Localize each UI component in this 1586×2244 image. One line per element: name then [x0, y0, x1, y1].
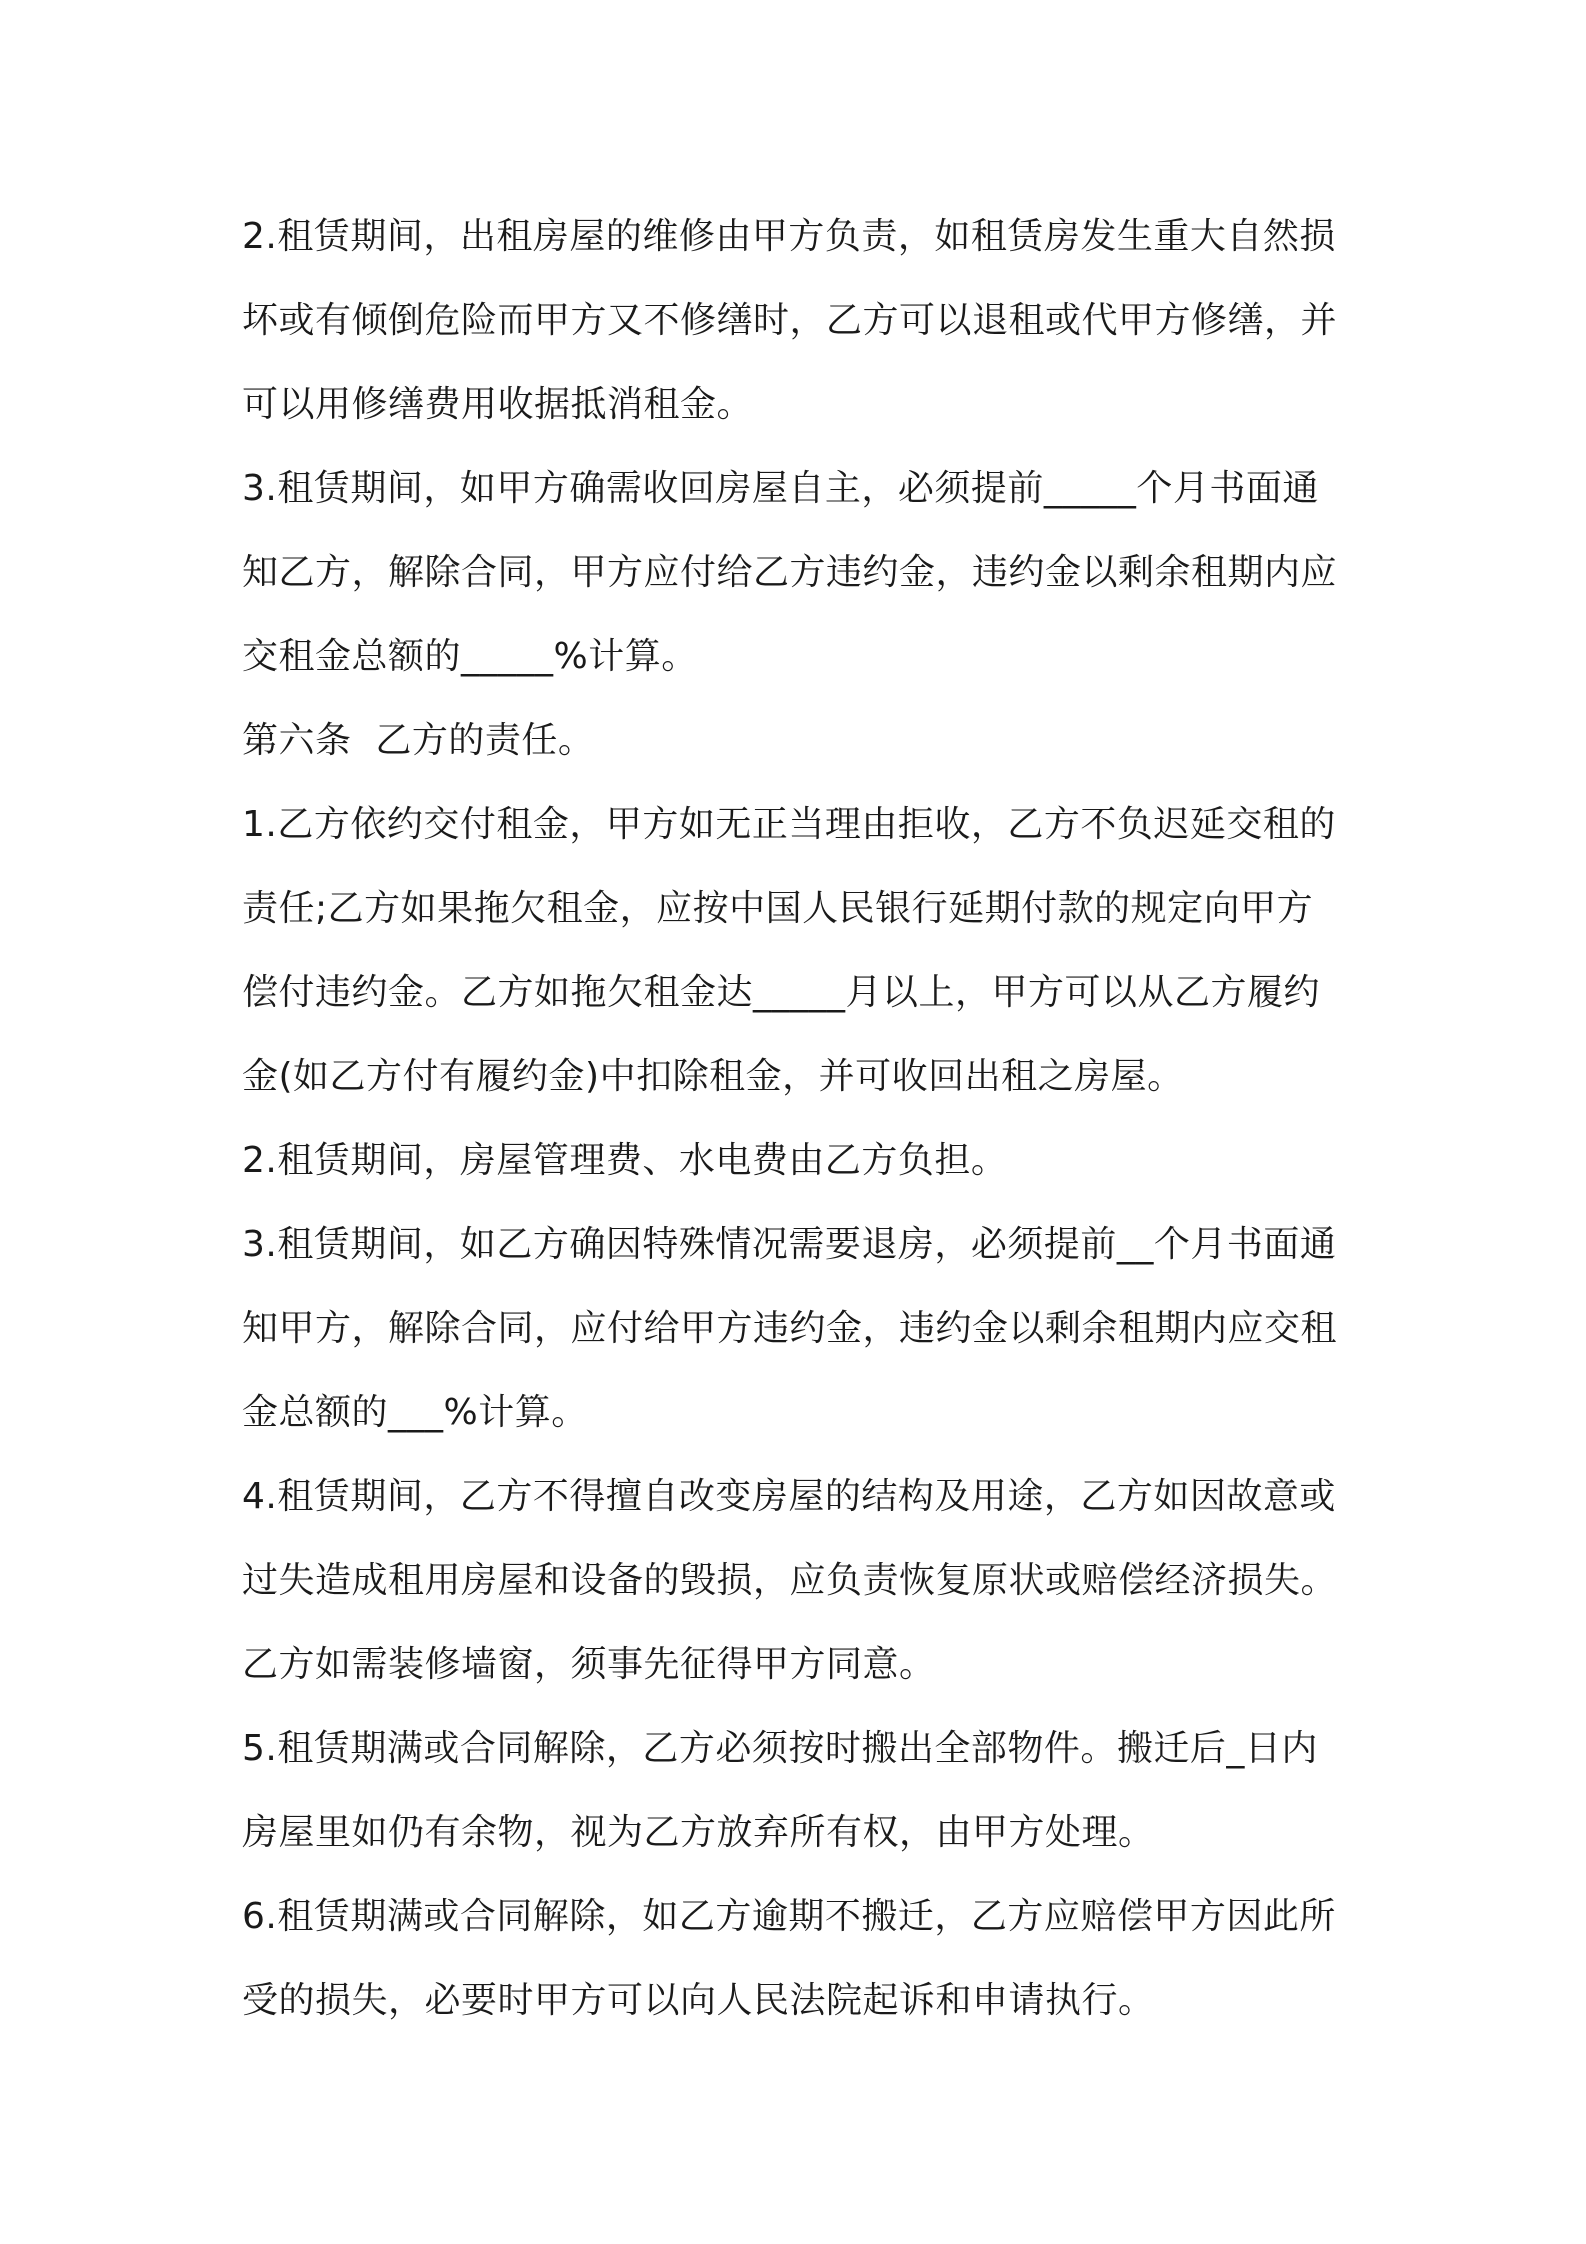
text-line: 偿付违约金。乙方如拖欠租金达_____月以上，甲方可以从乙方履约 — [242, 972, 1321, 1013]
contract-page — [242, 195, 1362, 2043]
text-line: 5.租赁期满或合同解除，乙方必须按时搬出全部物件。搬迁后_日内 — [242, 1728, 1318, 1769]
text-line: 3.租赁期间，如甲方确需收回房屋自主，必须提前_____个月书面通 — [242, 468, 1319, 509]
text-line: 知甲方，解除合同，应付给甲方违约金，违约金以剩余租期内应交租 — [242, 1308, 1338, 1349]
text-line: 交租金总额的_____%计算。 — [242, 636, 698, 677]
text-line: 责任;乙方如果拖欠租金，应按中国人民银行延期付款的规定向甲方 — [242, 888, 1314, 929]
text-line: 受的损失，必要时甲方可以向人民法院起诉和申请执行。 — [242, 1980, 1155, 2021]
text-line: 2.租赁期间，出租房屋的维修由甲方负责，如租赁房发生重大自然损 — [242, 216, 1336, 257]
text-line: 6.租赁期满或合同解除，如乙方逾期不搬迁，乙方应赔偿甲方因此所 — [242, 1896, 1336, 1937]
text-line: 3.租赁期间，如乙方确因特殊情况需要退房，必须提前__个月书面通 — [242, 1224, 1337, 1265]
text-line: 1.乙方依约交付租金，甲方如无正当理由拒收，乙方不负迟延交租的 — [242, 804, 1336, 845]
text-line: 金总额的___%计算。 — [242, 1392, 588, 1433]
text-line: 2.租赁期间，房屋管理费、水电费由乙方负担。 — [242, 1140, 1008, 1181]
text-line: 房屋里如仍有余物，视为乙方放弃所有权，由甲方处理。 — [242, 1812, 1155, 1853]
text-line: 知乙方，解除合同，甲方应付给乙方违约金，违约金以剩余租期内应 — [242, 552, 1338, 593]
text-line: 金(如乙方付有履约金)中扣除租金，并可收回出租之房屋。 — [242, 1056, 1184, 1097]
text-line: 过失造成租用房屋和设备的毁损，应负责恢复原状或赔偿经济损失。 — [242, 1560, 1338, 1601]
text-line: 乙方如需装修墙窗，须事先征得甲方同意。 — [242, 1644, 936, 1685]
section-heading: 第六条 乙方的责任。 — [242, 720, 595, 761]
text-line: 4.租赁期间，乙方不得擅自改变房屋的结构及用途，乙方如因故意或 — [242, 1476, 1336, 1517]
text-line: 坏或有倾倒危险而甲方又不修缮时，乙方可以退租或代甲方修缮，并 — [242, 300, 1338, 341]
text-line: 可以用修缮费用收据抵消租金。 — [242, 384, 754, 425]
